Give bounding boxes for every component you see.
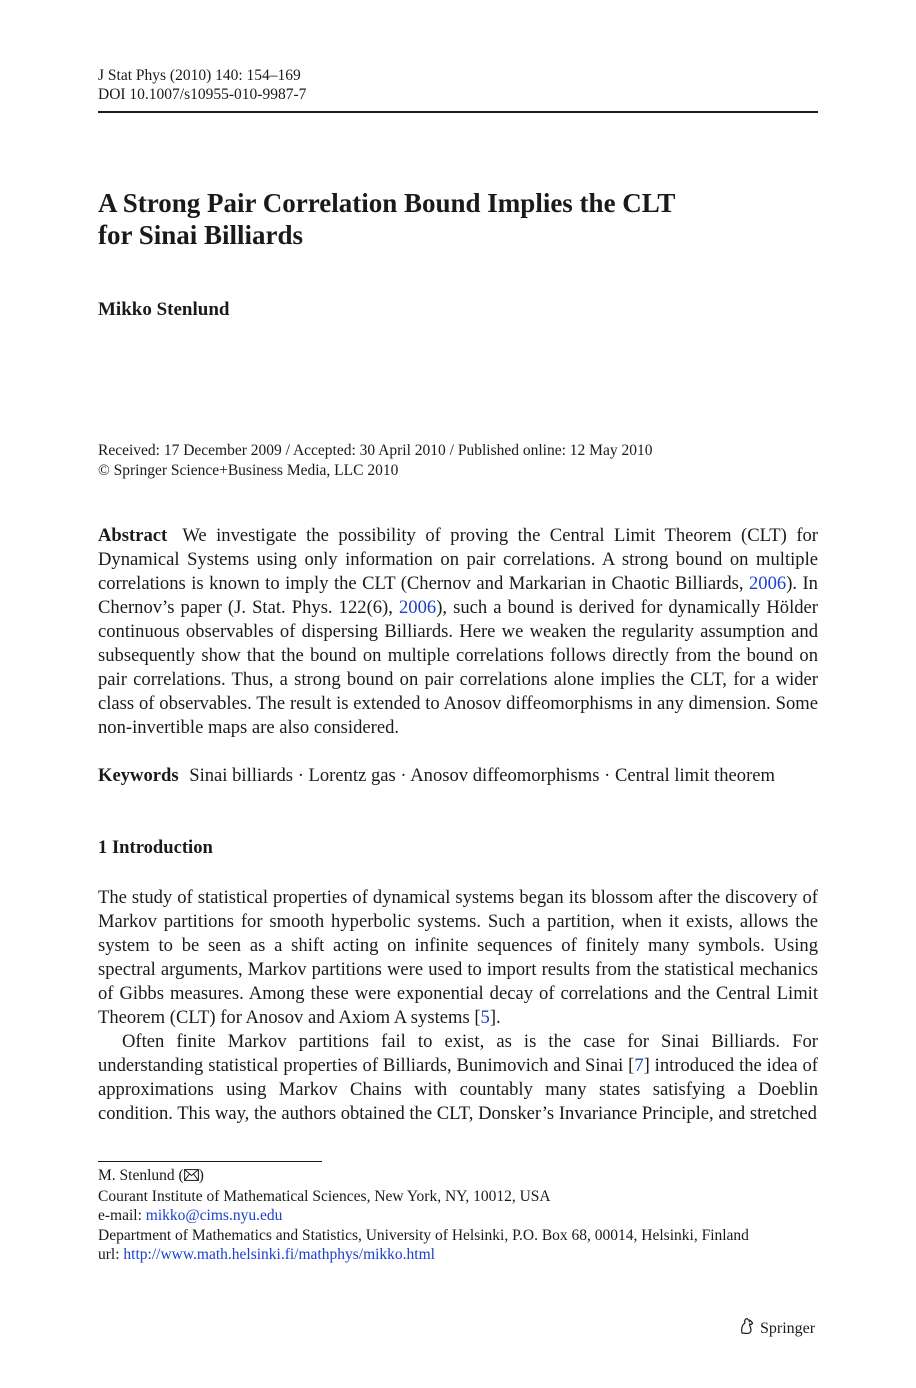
intro-p2-text-b: ] introduced the idea of approximations using Markov Chains with countably many states satisfying a Doeblin condition. This way, the authors obtained the CLT, Donsker’s Invariance Principle, and stretched	[98, 1055, 818, 1124]
email-line	[98, 1206, 818, 1226]
citation-link-5[interactable]: 5	[480, 1007, 490, 1028]
footnote	[98, 1161, 818, 1265]
footnote-author	[98, 1166, 818, 1187]
section-heading-introduction: 1 Introduction	[98, 837, 213, 858]
email-label: e-mail:	[98, 1207, 146, 1224]
intro-p1-end: ].	[489, 1007, 501, 1028]
intro-paragraph-2	[98, 1030, 818, 1126]
paper-title	[98, 187, 818, 251]
title-line-2: for Sinai Billiards	[98, 220, 304, 250]
footnote-rule	[98, 1161, 322, 1162]
url-label: url:	[98, 1246, 124, 1263]
received-accepted-line: Received: 17 December 2009 / Accepted: 30 April 2010 / Published online: 12 May 2010	[98, 442, 653, 459]
intro-p2-text-a: Often finite Markov partitions fail to exist, as is the case for Sinai Billiards. For understanding statistical properties of Billiards, Bunimovich and Sinai [	[98, 1031, 818, 1076]
intro-p1-text: The study of statistical properties of dynamical systems began its blossom after the discovery of Markov partitions for smooth hyperbolic systems. Such a partition, when it exists, allows the system to be seen as a shift acting on infinite sequences of finitely many symbols. Using spectral arguments, Markov partitions were used to import results from the statistical mechanics of Gibbs measures. Among these were exponential decay of correlations and the Central Limit Theorem (CLT) for Anosov and Axiom A systems [	[98, 887, 818, 1028]
springer-wordmark: Springer	[760, 1319, 816, 1337]
abstract	[98, 524, 818, 740]
abstract-text-2: ). In Chernov’s paper (J. Stat. Phys. 122(6),	[98, 573, 818, 618]
abstract-text-3: ), such a bound is derived for dynamically Hölder continuous observables of dispersing Billiards. Here we weaken the regularity assumption and subsequently show that the bound on multiple correlations follows directly from the bound on pair correlations. Thus, a strong bound on pair correlations alone implies the CLT, for a wider class of observables. The result is extended to Anosov diffeomorphisms in any dimension. Some non-invertible maps are also considered.	[98, 597, 818, 738]
keywords	[98, 764, 818, 788]
author-name: Mikko Stenlund	[98, 299, 230, 320]
springer-horse-icon	[738, 1317, 756, 1340]
url-line	[98, 1245, 818, 1265]
abstract-label: Abstract	[98, 525, 168, 546]
title-line-1: A Strong Pair Correlation Bound Implies the CLT	[98, 188, 676, 218]
citation-link-7[interactable]: 7	[634, 1055, 644, 1076]
keywords-text: Sinai billiards · Lorentz gas · Anosov diffeomorphisms · Central limit theorem	[189, 765, 776, 786]
copyright-line: © Springer Science+Business Media, LLC 2010	[98, 461, 399, 479]
publication-dates	[98, 441, 818, 480]
springer-logo	[738, 1317, 815, 1340]
envelope-icon	[184, 1167, 199, 1187]
intro-paragraph-1	[98, 886, 818, 1030]
footnote-author-close: )	[198, 1167, 204, 1184]
abstract-text-1: We investigate the possibility of proving the Central Limit Theorem (CLT) for Dynamical Systems using only information on pair correlations. A strong bound on multiple correlations is known to imply the CLT (Chernov and Markarian in Chaotic Billiards,	[98, 525, 818, 594]
keywords-label: Keywords	[98, 765, 179, 786]
header-rule	[98, 111, 818, 113]
citation-link-2006a[interactable]: 2006	[749, 573, 787, 594]
citation-link-2006b[interactable]: 2006	[399, 597, 437, 618]
email-link[interactable]: mikko@cims.nyu.edu	[145, 1207, 283, 1224]
homepage-link[interactable]: http://www.math.helsinki.fi/mathphys/mikko.html	[123, 1246, 435, 1263]
footnote-author-name: M. Stenlund (	[98, 1167, 184, 1184]
running-header	[98, 66, 818, 104]
affiliation-courant: Courant Institute of Mathematical Sciences, New York, NY, 10012, USA	[98, 1187, 551, 1205]
journal-citation: J Stat Phys (2010) 140: 154–169	[98, 67, 301, 84]
affiliation-helsinki: Department of Mathematics and Statistics, University of Helsinki, P.O. Box 68, 00014, Helsinki, Finland	[98, 1226, 749, 1244]
article-page	[98, 66, 818, 1126]
doi: DOI 10.1007/s10955-010-9987-7	[98, 86, 307, 103]
